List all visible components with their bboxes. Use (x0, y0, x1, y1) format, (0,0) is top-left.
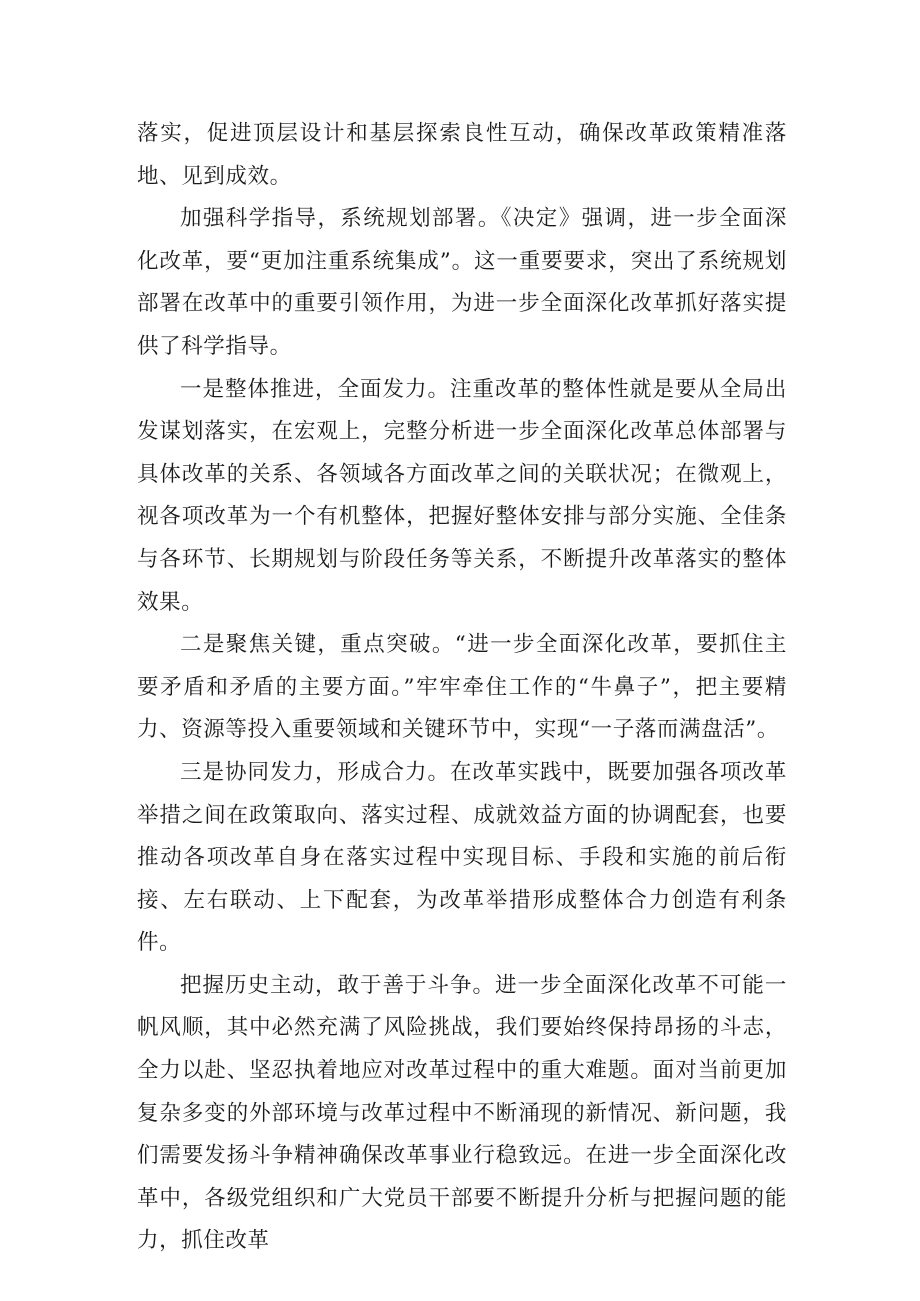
paragraph-point-three: 三是协同发力，形成合力。在改革实践中，既要加强各项改革举措之间在政策取向、落实过程、成就效益方面的协调配套，也要推动各项改革自身在落实过程中实现目标、手段和实施的前后衔接、左右联动、上下配套，为改革举措形成整体合力创造有利条件。 (137, 759, 787, 956)
paragraph-point-two: 二是聚焦关键，重点突破。“进一步全面深化改革，要抓住主要矛盾和矛盾的主要方面。”牢牢牵住工作的“牛鼻子”，把主要精力、资源等投入重要领域和关键环节中，实现“一子落而满盘活”。 (137, 632, 787, 743)
paragraph-historical-initiative: 把握历史主动，敢于善于斗争。进一步全面深化改革不可能一帆风顺，其中必然充满了风险挑战，我们要始终保持昂扬的斗志，全力以赴、坚忍执着地应对改革过程中的重大难题。面对当前更加复杂多变的外部环境与改革过程中不断涌现的新情况、新问题，我们需要发扬斗争精神确保改革事业行稳致远。在进一步全面深化改革中，各级党组织和广大党员干部要不断提升分析与把握问题的能力，抓住改革 (137, 972, 787, 1254)
paragraph-point-one: 一是整体推进，全面发力。注重改革的整体性就是要从全局出发谋划落实，在宏观上，完整分析进一步全面深化改革总体部署与具体改革的关系、各领域各方面改革之间的关联状况；在微观上，视各项改革为一个有机整体，把握好整体安排与部分实施、全佳条与各环节、长期规划与阶段任务等关系，不断提升改革落实的整体效果。 (137, 376, 787, 615)
document-body (137, 113, 787, 1263)
paragraph-continuation: 落实，促进顶层设计和基层探索良性互动，确保改革政策精准落地、见到成效。 (137, 121, 787, 189)
paragraph-scientific-guidance: 加强科学指导，系统规划部署。《决定》强调，进一步全面深化改革，要“更加注重系统集成”。这一重要要求，突出了系统规划部署在改革中的重要引领作用，为进一步全面深化改革抓好落实提供了科学指导。 (137, 206, 787, 359)
